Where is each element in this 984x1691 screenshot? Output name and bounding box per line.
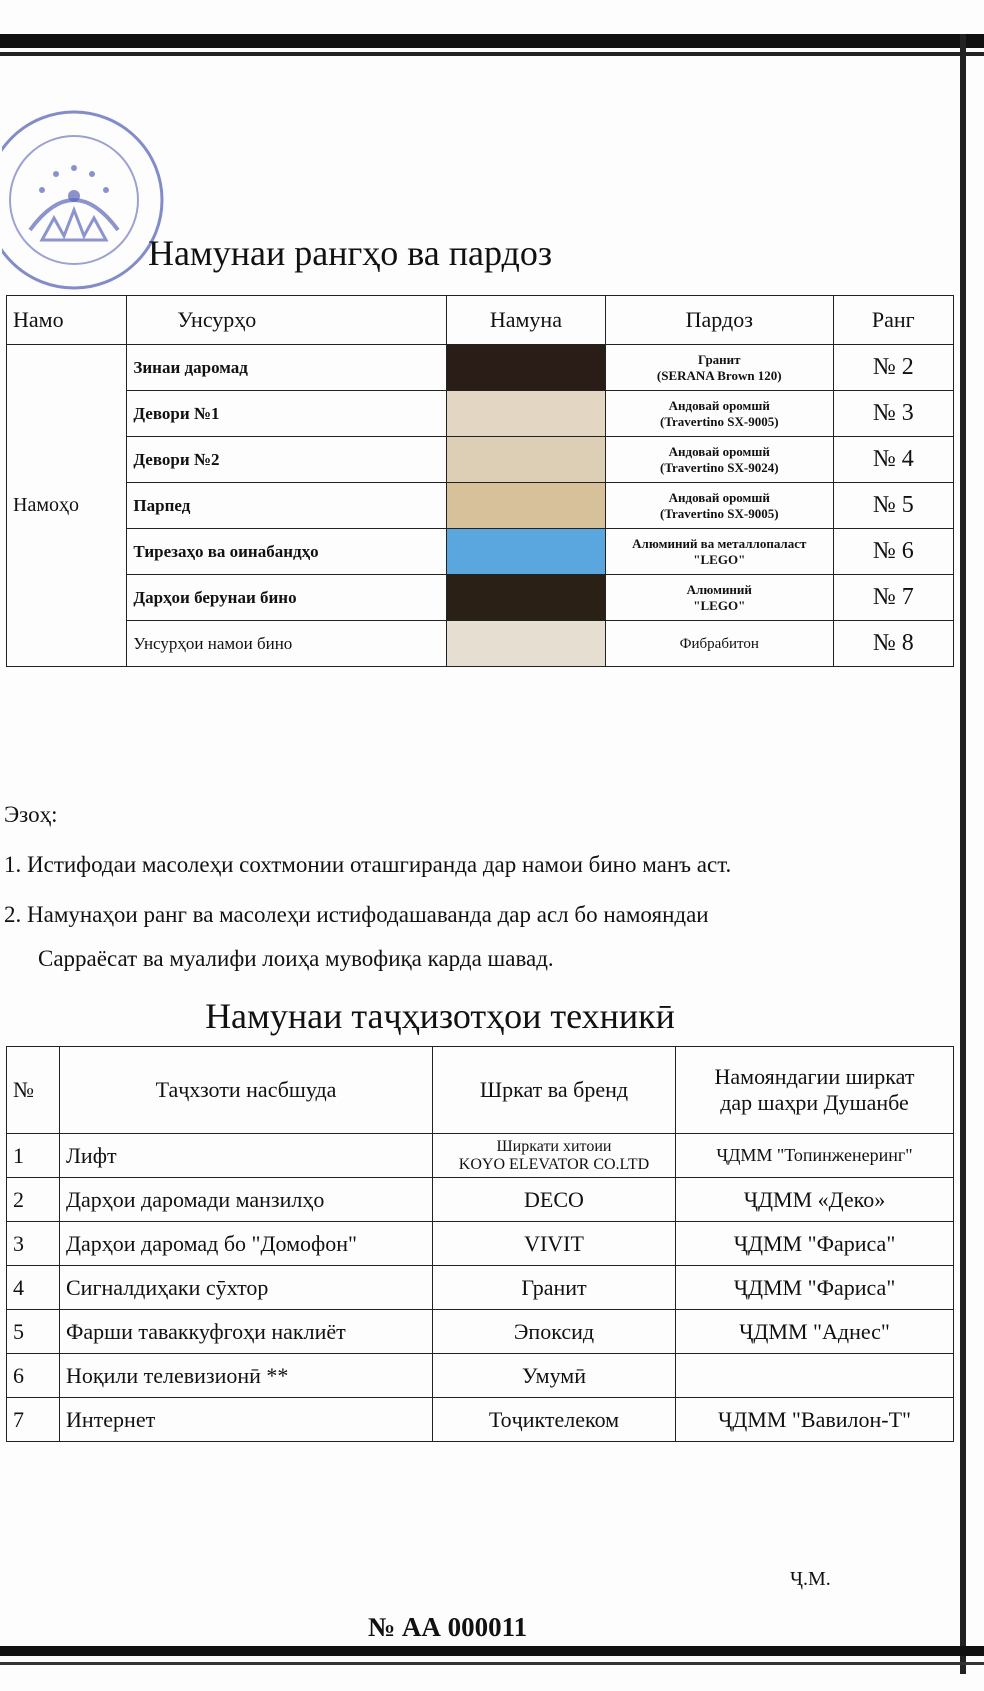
equipment-name: Дарҳои даромади манзилҳо: [60, 1178, 433, 1222]
table-row: [7, 529, 954, 575]
table-row: [7, 1266, 954, 1310]
header-sample: Намуна: [446, 296, 605, 345]
equipment-name: Фарши таваккуфгоҳи наклиёт: [60, 1310, 433, 1354]
frame-top-line-thin: [0, 52, 984, 56]
finish-cell: Алюминий ва металлопаласт "LEGO": [606, 529, 834, 575]
color-swatch: [447, 621, 605, 666]
row-number: 1: [7, 1134, 60, 1178]
equipment-name: Интернет: [60, 1398, 433, 1442]
row-number: 4: [7, 1266, 60, 1310]
finish-cell: Андовай оромшй (Travertino SX-9005): [606, 391, 834, 437]
equipment-name: Сигналдиҳаки сӯхтор: [60, 1266, 433, 1310]
equipment-title: Намунаи таҷҳизотҳои техникӣ: [205, 996, 675, 1036]
equipment-name: Дарҳои даромад бо "Домофон": [60, 1222, 433, 1266]
brand-cell: Тоҷиктелеком: [433, 1398, 676, 1442]
rank-cell: № 2: [833, 345, 953, 391]
finish-cell: Андовай оромшй (Travertino SX-9024): [606, 437, 834, 483]
rank-cell: № 5: [833, 483, 953, 529]
header-rank: Ранг: [833, 296, 953, 345]
brand-cell: VIVIT: [433, 1222, 676, 1266]
table-row: [7, 1134, 954, 1178]
table-row: [7, 621, 954, 667]
table-row: [7, 1178, 954, 1222]
signature-initials: Ҷ.М.: [790, 1568, 831, 1590]
brand-cell: Эпоксид: [433, 1310, 676, 1354]
color-sample: [446, 575, 605, 621]
frame-right-line: [960, 34, 966, 1674]
table-row: [7, 483, 954, 529]
brand-cell: Умумӣ: [433, 1354, 676, 1398]
document-number: № АА 000011: [368, 1612, 528, 1642]
representative-cell: [676, 1354, 954, 1398]
finish-cell: Андовай оромшй (Travertino SX-9005): [606, 483, 834, 529]
colors-header-row: [7, 296, 954, 345]
element-name: Тирезаҳо ва оинабандҳо: [127, 529, 446, 575]
row-number: 6: [7, 1354, 60, 1398]
colors-title: Намунаи рангҳо ва пардоз: [147, 233, 553, 273]
rank-cell: № 6: [833, 529, 953, 575]
color-swatch: [447, 529, 605, 574]
representative-cell: ҶДММ "Аднес": [676, 1310, 954, 1354]
color-sample: [446, 437, 605, 483]
header-name: Намо: [7, 296, 127, 345]
finish-cell: Фибрабитон: [606, 621, 834, 667]
finish-cell: Гранит (SERANA Brown 120): [606, 345, 834, 391]
header-representative: Намояндагии ширкат дар шаҳри Душанбе: [676, 1047, 954, 1134]
header-num: №: [7, 1047, 60, 1134]
representative-cell: ҶДММ «Деко»: [676, 1178, 954, 1222]
note-item-continuation: Сарраёсат ва муалифи лоиҳа мувофиқа карда шавад.: [38, 946, 554, 971]
color-sample: [446, 345, 605, 391]
color-sample: [446, 391, 605, 437]
element-name: Девори №2: [127, 437, 446, 483]
note-item: 1. Истифодаи масолеҳи сохтмонии оташгиранда дар намои бино манъ аст.: [4, 852, 732, 877]
color-sample: [446, 529, 605, 575]
table-row: [7, 345, 954, 391]
rank-cell: № 3: [833, 391, 953, 437]
header-element: Унсурҳо: [127, 296, 446, 345]
element-name: Парпед: [127, 483, 446, 529]
color-swatch: [447, 437, 605, 482]
table-row: [7, 391, 954, 437]
equipment-name: Лифт: [60, 1134, 433, 1178]
row-number: 5: [7, 1310, 60, 1354]
color-swatch: [447, 345, 605, 390]
equipment-header-row: [7, 1047, 954, 1134]
header-equipment: Таҷхзоти насбшуда: [60, 1047, 433, 1134]
notes-heading: Эзоҳ:: [4, 802, 58, 827]
element-name: Зинаи даромад: [127, 345, 446, 391]
color-sample: [446, 621, 605, 667]
brand-cell: Ширкати хитоии KOYO ELEVATOR CO.LTD: [433, 1134, 676, 1178]
frame-top-line: [0, 34, 984, 48]
rank-cell: № 7: [833, 575, 953, 621]
group-label: Намоҳо: [7, 345, 127, 667]
note-item: 2. Намунаҳои ранг ва масолеҳи истифодашаванда дар асл бо намояндаи: [4, 902, 709, 927]
table-row: [7, 1310, 954, 1354]
color-swatch: [447, 391, 605, 436]
row-number: 3: [7, 1222, 60, 1266]
equipment-name: Ноқили телевизионӣ **: [60, 1354, 433, 1398]
element-name: Дарҳои берунаи бино: [127, 575, 446, 621]
rank-cell: № 4: [833, 437, 953, 483]
element-name: Девори №1: [127, 391, 446, 437]
table-row: [7, 1354, 954, 1398]
frame-bottom-line: [0, 1646, 984, 1656]
brand-cell: DECO: [433, 1178, 676, 1222]
finish-cell: Алюминий "LEGO": [606, 575, 834, 621]
representative-cell: ҶДММ "Фариса": [676, 1266, 954, 1310]
colors-table: [6, 295, 954, 667]
representative-cell: ҶДММ "Фариса": [676, 1222, 954, 1266]
color-swatch: [447, 483, 605, 528]
representative-cell: ҶДММ "Топинженеринг": [676, 1134, 954, 1178]
notes-section: [4, 790, 944, 984]
representative-cell: ҶДММ "Вавилон-Т": [676, 1398, 954, 1442]
row-number: 2: [7, 1178, 60, 1222]
table-row: [7, 1222, 954, 1266]
table-row: [7, 1398, 954, 1442]
header-brand: Шркат ва бренд: [433, 1047, 676, 1134]
element-name: Унсурҳои намои бино: [127, 621, 446, 667]
header-finish: Пардоз: [606, 296, 834, 345]
row-number: 7: [7, 1398, 60, 1442]
rank-cell: № 8: [833, 621, 953, 667]
equipment-table: [6, 1046, 954, 1442]
table-row: [7, 575, 954, 621]
frame-bottom-line-thin: [0, 1662, 984, 1665]
table-row: [7, 437, 954, 483]
brand-cell: Гранит: [433, 1266, 676, 1310]
color-sample: [446, 483, 605, 529]
color-swatch: [447, 575, 605, 620]
